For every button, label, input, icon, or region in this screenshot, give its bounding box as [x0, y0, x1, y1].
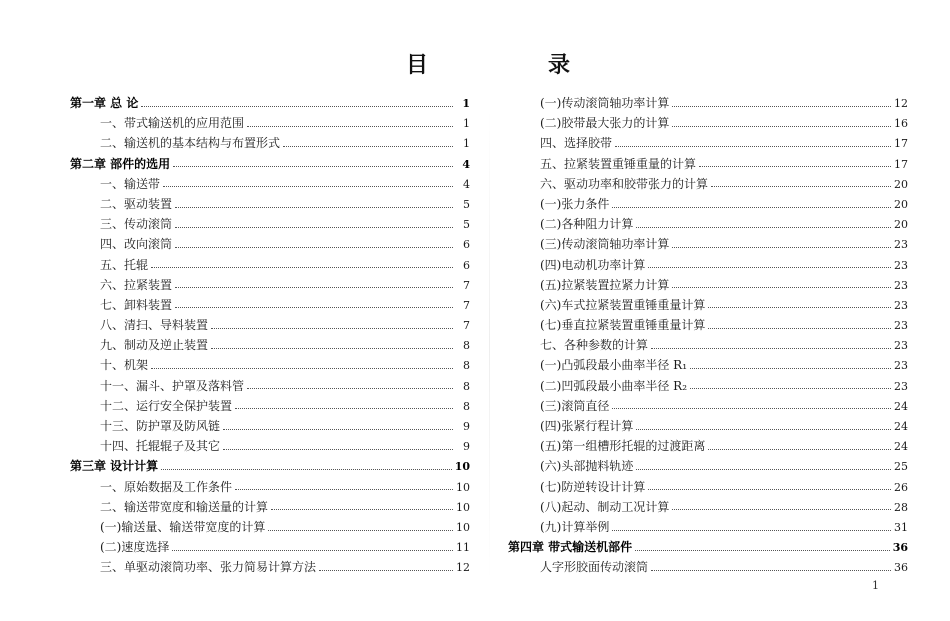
- dot-leader: [247, 388, 453, 389]
- dot-leader: [211, 328, 453, 329]
- toc-entry[interactable]: [70, 557, 470, 577]
- toc-page-number: 31: [894, 520, 908, 534]
- toc-page-number: 20: [894, 177, 908, 191]
- toc-entry-label: 第四章 带式输送机部件: [508, 540, 633, 555]
- dot-leader: [151, 267, 453, 268]
- toc-entry-label: (一)传动滚筒轴功率计算: [540, 96, 670, 110]
- toc-entry-label: 五、拉紧装置重锤重量的计算: [540, 156, 697, 171]
- toc-page-number: 23: [894, 359, 908, 373]
- dot-leader: [223, 449, 453, 450]
- toc-entry-label: 十三、防护罩及防风链: [100, 419, 221, 433]
- toc-entry-label: (五)拉紧装置拉紧力计算: [540, 277, 670, 292]
- dot-leader: [672, 106, 891, 107]
- toc-page-number: 28: [894, 500, 908, 514]
- toc-page-number: 6: [463, 258, 470, 272]
- toc-entry-label: 二、输送机的基本结构与布置形式: [100, 136, 281, 151]
- toc-entry[interactable]: [508, 497, 908, 517]
- toc-entry[interactable]: [508, 436, 908, 456]
- toc-entry-label: 一、原始数据及工作条件: [100, 479, 233, 494]
- title-char-1: 目: [406, 52, 429, 78]
- toc-entry[interactable]: [508, 93, 908, 113]
- toc-page-number: 4: [463, 177, 470, 191]
- toc-entry[interactable]: [508, 416, 908, 436]
- toc-page-number: 5: [463, 218, 470, 232]
- toc-entry-label: 二、输送带宽度和输送量的计算: [100, 499, 269, 514]
- dot-leader: [708, 307, 891, 308]
- toc-page-number: 6: [463, 238, 470, 252]
- toc-page-number: 17: [894, 137, 908, 151]
- dot-leader: [699, 166, 891, 167]
- dot-leader: [151, 368, 453, 369]
- toc-page-number: 7: [463, 278, 470, 292]
- toc-page-number: 10: [456, 500, 470, 514]
- toc-entry[interactable]: [70, 113, 470, 133]
- toc-entry[interactable]: [70, 255, 470, 275]
- toc-entry[interactable]: [70, 537, 470, 557]
- toc-entry[interactable]: [70, 396, 470, 416]
- toc-page-number: 1: [462, 97, 470, 110]
- toc-page-number: 23: [894, 298, 908, 312]
- toc-page-number: 8: [463, 379, 470, 393]
- page-fold: [489, 110, 490, 580]
- toc-page-number: 9: [463, 420, 470, 433]
- toc-page-number: 23: [894, 238, 908, 252]
- toc-entry-label: 十、机架: [100, 358, 149, 373]
- dot-leader: [175, 227, 453, 228]
- toc-page-number: 20: [894, 197, 908, 211]
- toc-entry-label: (九)计算举例: [540, 519, 610, 534]
- dot-leader: [636, 469, 891, 470]
- toc-entry[interactable]: [70, 234, 470, 254]
- toc-entry-label: 四、选择胶带: [540, 136, 613, 151]
- dot-leader: [283, 146, 453, 147]
- toc-entry-label: (五)第一组槽形托辊的过渡距离: [540, 439, 706, 454]
- toc-entry[interactable]: [70, 174, 470, 194]
- toc-entry-label: (一)凸弧段最小曲率半径 R₁: [540, 358, 688, 373]
- dot-leader: [651, 570, 891, 571]
- toc-page-number: 1: [463, 137, 470, 151]
- page-number: 1: [872, 579, 879, 592]
- toc-entry-label: 九、制动及逆止装置: [100, 338, 209, 353]
- toc-entry[interactable]: [508, 194, 908, 214]
- dot-leader: [163, 186, 453, 187]
- toc-entry[interactable]: [508, 396, 908, 416]
- toc-entry-label: 第一章 总 论: [70, 96, 139, 110]
- dot-leader: [708, 449, 891, 450]
- toc-entry[interactable]: [508, 255, 908, 275]
- dot-leader: [161, 469, 452, 470]
- toc-entry[interactable]: [70, 477, 470, 497]
- toc-page-number: 24: [894, 420, 908, 433]
- toc-entry[interactable]: [70, 133, 470, 153]
- toc-page-number: 7: [463, 298, 470, 312]
- dot-leader: [708, 328, 891, 329]
- toc-entry-label: (七)防逆转设计计算: [540, 479, 646, 494]
- toc-page-number: 9: [463, 440, 470, 454]
- toc-entry[interactable]: [508, 355, 908, 375]
- toc-entry-label: (二)胶带最大张力的计算: [540, 116, 670, 131]
- toc-entry-label: (三)传动滚筒轴功率计算: [540, 237, 670, 252]
- toc-right-column: [508, 93, 908, 578]
- toc-page-number: 23: [894, 319, 908, 333]
- dot-leader: [211, 348, 453, 349]
- dot-leader: [672, 126, 891, 127]
- dot-leader: [635, 550, 890, 551]
- toc-page-number: 8: [463, 339, 470, 353]
- toc-page-number: 24: [894, 399, 908, 413]
- toc-entry-label: (三)滚筒直径: [540, 398, 610, 413]
- dot-leader: [612, 530, 891, 531]
- toc-entry[interactable]: [70, 315, 470, 335]
- toc-page-number: 23: [894, 278, 908, 292]
- toc-entry[interactable]: [70, 194, 470, 214]
- dot-leader: [319, 570, 453, 571]
- toc-entry[interactable]: [70, 436, 470, 456]
- toc-entry-label: 第三章 设计计算: [70, 459, 159, 474]
- toc-page-number: 1: [463, 117, 470, 131]
- toc-entry-label: (一)输送量、输送带宽度的计算: [100, 519, 266, 534]
- dot-leader: [271, 509, 453, 510]
- toc-page-number: 10: [454, 460, 470, 474]
- toc-page-number: 24: [894, 440, 908, 454]
- toc-page-number: 10: [456, 520, 470, 534]
- toc-entry[interactable]: [508, 275, 908, 295]
- dot-leader: [651, 348, 891, 349]
- toc-entry-label: 人字形胶面传动滚筒: [540, 560, 649, 575]
- toc-page-number: 10: [456, 480, 470, 494]
- toc-entry[interactable]: [508, 456, 908, 476]
- toc-entry-label: 一、输送带: [100, 176, 161, 191]
- toc-chapter-entry[interactable]: [508, 537, 908, 557]
- dot-leader: [235, 408, 453, 409]
- toc-page-number: 23: [894, 339, 908, 353]
- dot-leader: [672, 287, 891, 288]
- dot-leader: [175, 247, 453, 248]
- dot-leader: [223, 429, 453, 430]
- toc-page-number: 17: [894, 157, 908, 171]
- dot-leader: [235, 489, 453, 490]
- dot-leader: [690, 388, 891, 389]
- title-char-2: 录: [548, 52, 571, 78]
- toc-entry-label: 十二、运行安全保护装置: [100, 398, 233, 413]
- dot-leader: [612, 207, 891, 208]
- toc-entry[interactable]: [508, 376, 908, 396]
- toc-entry-label: 八、清扫、导料装置: [100, 318, 209, 333]
- toc-entry[interactable]: [70, 214, 470, 234]
- toc-entry[interactable]: [70, 275, 470, 295]
- dot-leader: [672, 509, 891, 510]
- toc-page-number: 8: [463, 399, 470, 413]
- dot-leader: [175, 287, 453, 288]
- toc-entry-label: 一、带式输送机的应用范围: [100, 116, 245, 131]
- toc-page-number: 12: [456, 561, 470, 575]
- toc-entry[interactable]: [70, 355, 470, 375]
- dot-leader: [636, 227, 891, 228]
- dot-leader: [636, 429, 891, 430]
- toc-entry-label: (六)车式拉紧装置重锤重量计算: [540, 297, 706, 312]
- toc-entry-label: (二)各种阻力计算: [540, 217, 634, 232]
- toc-entry-label: 第二章 部件的选用: [70, 156, 171, 171]
- toc-page-number: 16: [894, 117, 908, 131]
- toc-page-number: 8: [463, 359, 470, 373]
- toc-entry[interactable]: [508, 133, 908, 153]
- toc-entry[interactable]: [508, 295, 908, 315]
- toc-entry[interactable]: [70, 497, 470, 517]
- dot-leader: [175, 307, 453, 308]
- toc-page-number: 7: [463, 319, 470, 333]
- toc-entry-label: (四)电动机功率计算: [540, 257, 646, 272]
- toc-chapter-entry[interactable]: [70, 93, 470, 113]
- toc-entry[interactable]: [70, 376, 470, 396]
- toc-page-number: 5: [463, 197, 470, 211]
- dot-leader: [268, 530, 453, 531]
- toc-entry[interactable]: [70, 295, 470, 315]
- toc-chapter-entry[interactable]: [70, 154, 470, 174]
- toc-chapter-entry[interactable]: [70, 456, 470, 476]
- toc-entry-label: (二)速度选择: [100, 540, 170, 555]
- toc-entry-label: 六、驱动功率和胶带张力的计算: [540, 176, 709, 191]
- toc-page-number: 36: [892, 541, 908, 555]
- toc-page-number: 20: [894, 218, 908, 232]
- dot-leader: [690, 368, 891, 369]
- toc-page-number: 36: [894, 561, 908, 575]
- toc-entry[interactable]: [508, 557, 908, 577]
- toc-entry-label: (二)凹弧段最小曲率半径 R₂: [540, 378, 688, 393]
- toc-entry-label: 六、拉紧装置: [100, 277, 173, 292]
- dot-leader: [141, 106, 453, 107]
- dot-leader: [612, 408, 891, 409]
- toc-entry-label: 十四、托辊辊子及其它: [100, 439, 221, 454]
- toc-page-number: 23: [894, 258, 908, 272]
- toc-page-number: 11: [456, 541, 470, 555]
- toc-entry[interactable]: [70, 517, 470, 537]
- toc-entry-label: 七、卸料装置: [100, 297, 173, 312]
- toc-entry-label: 四、改向滚筒: [100, 237, 173, 252]
- toc-entry-label: 十一、漏斗、护罩及落料管: [100, 378, 245, 393]
- toc-entry[interactable]: [508, 335, 908, 355]
- toc-entry[interactable]: [70, 416, 470, 436]
- toc-entry-label: 三、传动滚筒: [100, 217, 173, 232]
- dot-leader: [648, 267, 891, 268]
- toc-entry[interactable]: [70, 335, 470, 355]
- toc-entry-label: 五、托辊: [100, 257, 149, 272]
- toc-entry-label: (七)垂直拉紧装置重锤重量计算: [540, 318, 706, 333]
- dot-leader: [247, 126, 453, 127]
- toc-page-number: 26: [894, 480, 908, 494]
- toc-entry[interactable]: [508, 477, 908, 497]
- dot-leader: [648, 489, 891, 490]
- toc-entry-label: (一)张力条件: [540, 196, 610, 211]
- toc-entry[interactable]: [508, 517, 908, 537]
- toc-entry-label: 七、各种参数的计算: [540, 338, 649, 353]
- toc-left-column: [70, 93, 470, 578]
- toc-entry[interactable]: [508, 154, 908, 174]
- toc-entry[interactable]: [508, 214, 908, 234]
- toc-page-number: 23: [894, 379, 908, 393]
- dot-leader: [615, 146, 891, 147]
- toc-title: [0, 48, 950, 78]
- dot-leader: [672, 247, 891, 248]
- toc-entry[interactable]: [508, 315, 908, 335]
- dot-leader: [172, 550, 453, 551]
- toc-page-number: 4: [462, 157, 470, 171]
- toc-page-number: 25: [894, 460, 908, 474]
- toc-page-number: 12: [894, 97, 908, 110]
- dot-leader: [711, 186, 891, 187]
- toc-entry-label: 二、驱动装置: [100, 196, 173, 211]
- toc-entry[interactable]: [508, 174, 908, 194]
- toc-entry-label: (四)张紧行程计算: [540, 419, 634, 433]
- toc-entry-label: (八)起动、制动工况计算: [540, 499, 670, 514]
- toc-entry-label: 三、单驱动滚筒功率、张力简易计算方法: [100, 560, 317, 575]
- toc-entry-label: (六)头部抛料轨迹: [540, 459, 634, 474]
- toc-entry[interactable]: [508, 113, 908, 133]
- dot-leader: [173, 166, 453, 167]
- toc-entry[interactable]: [508, 234, 908, 254]
- dot-leader: [175, 207, 453, 208]
